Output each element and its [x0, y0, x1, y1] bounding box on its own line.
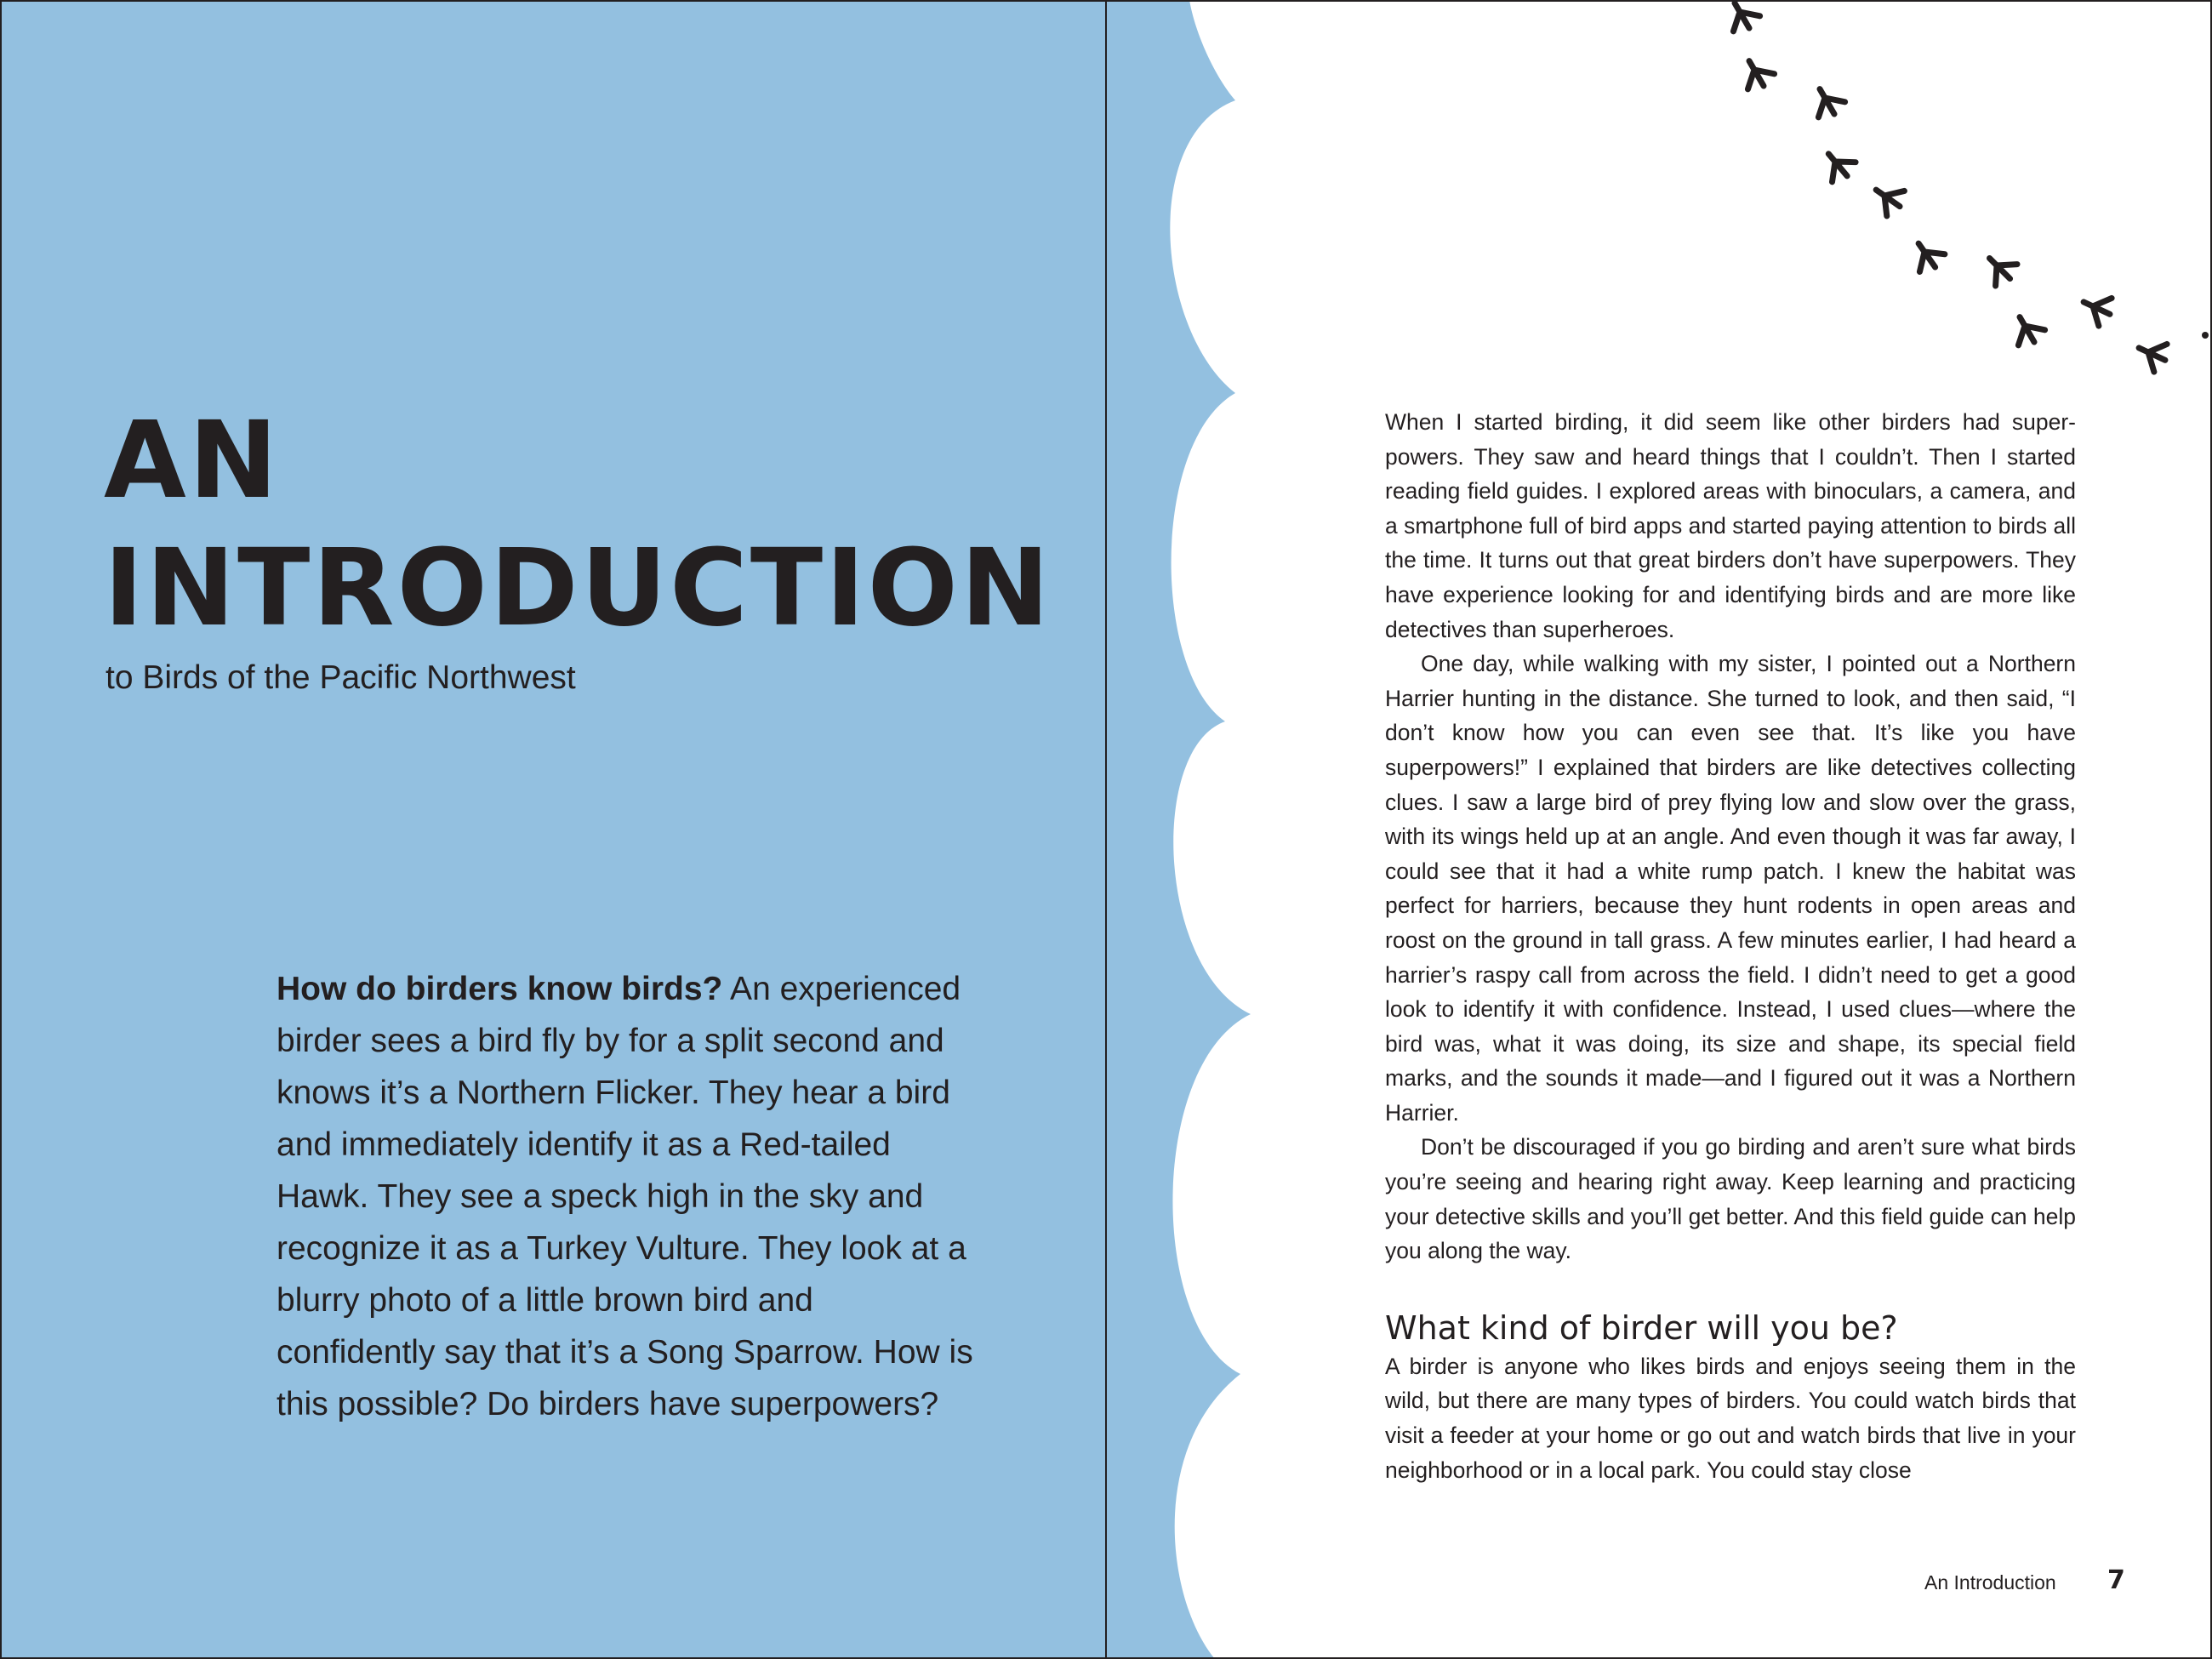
- chapter-title-line2: INTRODUCTION: [104, 527, 1052, 650]
- body-paragraph-1: When I started birding, it did seem like other birders had superpowers. They saw and heard things that I couldn’t. Then I started reading field guides. I explored areas with binoculars, a camera, and a smartphone full of bird apps and started paying attention to birds all the time. It turns out that great birders don’t have superpowers. They have experience looking for and identifying birds and are more like detectives than superheroes.: [1385, 409, 2076, 642]
- bird-footprints-icon: [1721, 0, 2209, 374]
- body-paragraph-3: Don’t be discouraged if you go birding and aren’t sure what birds you’re seeing and hearing right away. Keep learning and practicing your detective skills and you’ll get better. And this field guide can help you along the way.: [1385, 1134, 2076, 1264]
- body-paragraph-2: One day, while walking with my sister, I pointed out a Northern Harrier hunting in the distance. She turned to look, and then said, “I don’t know how you can even see that. It’s like you have superpowers!” I explained that birders are like detectives collecting clues. I saw a large bird of prey flying low and slow over the grass, with its wings held up at an angle. And even though it was far away, I could see that it had a white rump patch. I knew the habitat was perfect for harriers, because they hunt rodents in open areas and roost on the ground in tall grass. A few minutes earlier, I had heard a harrier’s raspy call from across the field. I didn’t need to get a good look to identify it with confidence. Instead, I used clues—where the bird was, what it was doing, its size and shape, its special field marks, and the sounds it made—and I figured out it was a Northern Harrier.: [1385, 651, 2076, 1126]
- chapter-subtitle: to Birds of the Pacific Northwest: [105, 659, 576, 696]
- intro-paragraph: [276, 963, 974, 1430]
- body-paragraph-4: A birder is anyone who likes birds and enjoys seeing them in the wild, but there are many types of birders. You could watch birds that visit a feeder at your home or go out and watch birds that live in your neighborhood or in a local park. You could stay close: [1385, 1353, 2076, 1483]
- page-number: 7: [2107, 1565, 2125, 1595]
- intro-lead-question: How do birders know birds?: [276, 971, 723, 1007]
- running-footer: An Introduction: [1924, 1571, 2056, 1593]
- body-text-column: [1385, 405, 2076, 1487]
- intro-body-text: An experienced birder sees a bird fly by for a split second and knows it’s a Northern Flicker. They hear a bird and immediately identify it as a Red-tailed Hawk. They see a speck high in the sky and recognize it as a Turkey Vulture. They look at a blurry photo of a little brown bird and confidently say that it’s a Song Sparrow. How is this possible? Do birders have superpowers?: [276, 971, 973, 1422]
- chapter-title-line1: AN: [104, 399, 281, 522]
- section-heading: What kind of birder will you be?: [1385, 1308, 1898, 1347]
